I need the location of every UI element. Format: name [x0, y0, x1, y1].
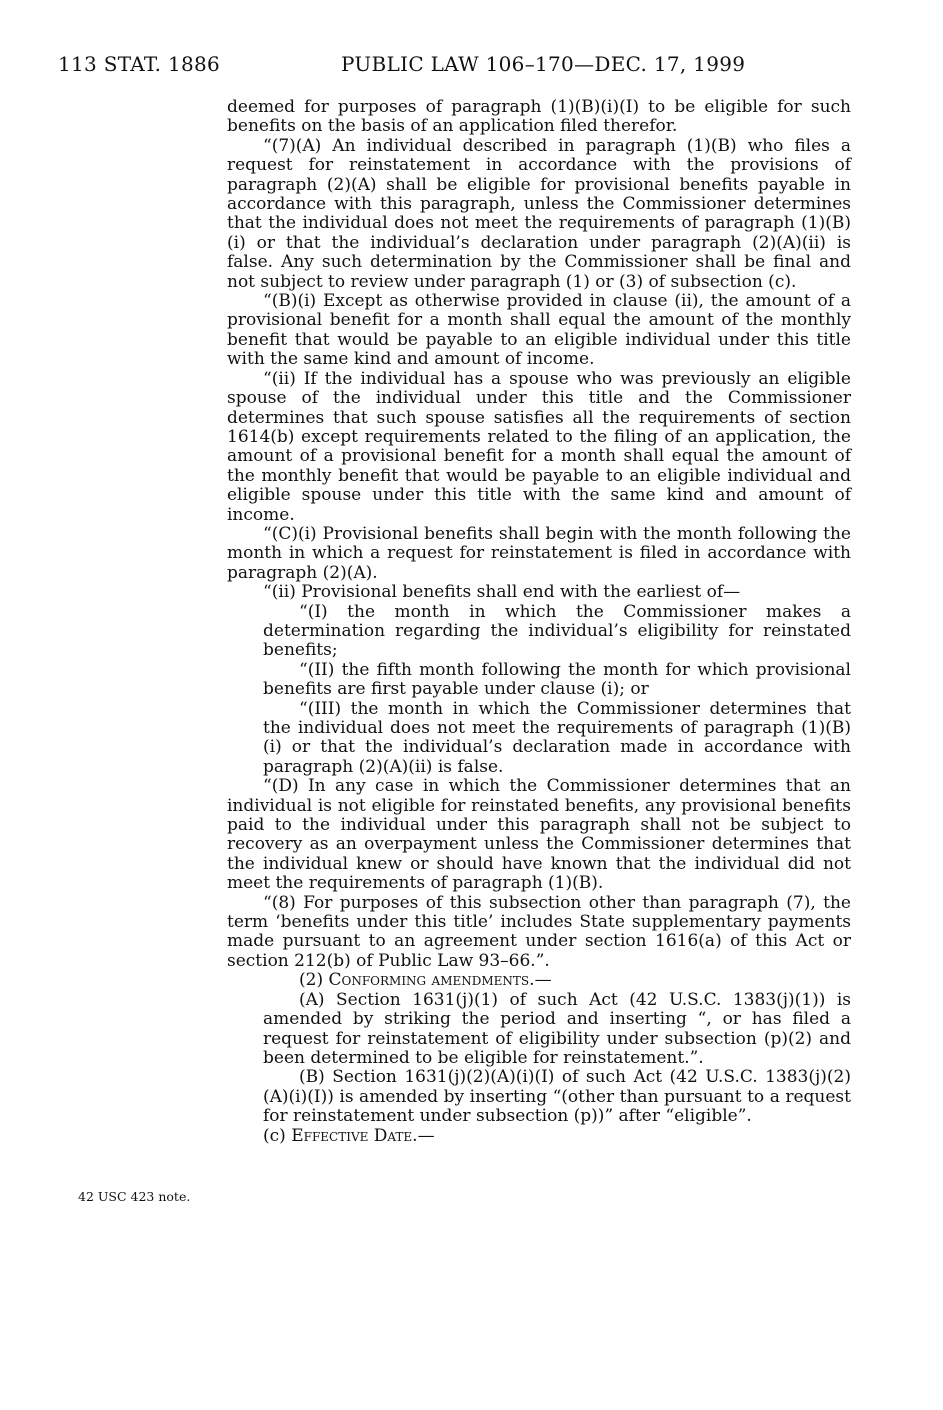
- conforming-number: (2): [299, 970, 329, 991]
- paragraph-7c-i: “(C)(i) Provisional benefits shall begin with the month following the month in which a request for reinstatement is filed in accordance with paragraph (2)(A).: [227, 523, 851, 583]
- paragraph-7b-ii: “(ii) If the individual has a spouse who was previously an eligible spouse of the individual under this title and the Commissioner determines that such spouse satisfies all the requirements of section 1614(b) except requirements related to the filing of an application, the amount of a provisional benefit for a month shall equal the amount of the monthly benefit that would be payable to an eligible individual and eligible spouse under this title with the same kind and amount of income.: [227, 368, 851, 525]
- stat-page-number: 113 STAT. 1886: [58, 52, 221, 76]
- paragraph-8: “(8) For purposes of this subsection other than paragraph (7), the term ‘benefits under this title’ includes State supplementary payments made pursuant to an agreement under section 1616(a) of this Act or section 212(b) of Public Law 93–66.”.: [227, 892, 851, 971]
- paragraph-continuation: deemed for purposes of paragraph (1)(B)(i)(I) to be eligible for such benefits on the basis of an application filed therefor.: [227, 97, 851, 137]
- subclause-i: “(I) the month in which the Commissioner makes a determination regarding the individual’s eligibility for reinstated benefits;: [263, 601, 851, 661]
- effective-date-heading: [227, 1127, 851, 1146]
- subclause-ii: “(II) the fifth month following the month for which provisional benefits are first payable under clause (i); or: [263, 659, 851, 700]
- subclause-iii: “(III) the month in which the Commissioner determines that the individual does not meet the requirements of paragraph (1)(B)(i) or that the individual’s declaration made in accordance with paragraph (2)(A)(ii) is false.: [263, 698, 851, 777]
- paragraph-7c-ii: “(ii) Provisional benefits shall end with the earliest of—: [263, 582, 741, 603]
- effective-dash: —: [417, 1125, 435, 1146]
- amendment-a: (A) Section 1631(j)(1) of such Act (42 U.S.C. 1383(j)(1)) is amended by striking the period and inserting “, or has filed a request for reinstatement of eligibility under subsection (p)(2) and been determined to be eligible for reinstatement.”.: [263, 989, 851, 1068]
- statute-body: [227, 98, 851, 1146]
- paragraph-7d: “(D) In any case in which the Commissioner determines that an individual is not eligible for reinstated benefits, any provisional benefits paid to the individual under this paragraph shall not be subject to recovery as an overpayment unless the Commissioner determines that the individual knew or should have known that the individual did not meet the requirements of paragraph (1)(B).: [227, 776, 851, 894]
- paragraph-7a: “(7)(A) An individual described in paragraph (1)(B) who files a request for reinstatement in accordance with the provisions of paragraph (2)(A) shall be eligible for provisional benefits payable in accordance with this paragraph, unless the Commissioner determines that the individual does not meet the requirements of paragraph (1)(B)(i) or that the individual’s declaration under paragraph (2)(A)(ii) is false. Any such determination by the Commissioner shall be final and not subject to review under paragraph (1) or (3) of subsection (c).: [227, 135, 851, 292]
- conforming-amendments-heading: [227, 971, 851, 990]
- effective-number: (c): [263, 1125, 292, 1146]
- public-law-citation: PUBLIC LAW 106–170—DEC. 17, 1999: [341, 52, 746, 76]
- amendment-b: (B) Section 1631(j)(2)(A)(i)(I) of such Act (42 U.S.C. 1383(j)(2)(A)(i)(I)) is amended by inserting “(other than pursuant to a request for reinstatement under subsection (p))” after “eligible”.: [263, 1067, 851, 1127]
- conforming-title: Conforming amendments.: [328, 970, 535, 991]
- paragraph-7b-i: “(B)(i) Except as otherwise provided in clause (ii), the amount of a provisional benefit for a month shall equal the amount of the monthly benefit that would be payable to an eligible individual under this title with the same kind and amount of income.: [227, 291, 851, 370]
- running-header: [58, 52, 758, 82]
- margin-note: 42 USC 423 note.: [78, 1189, 191, 1204]
- conforming-dash: —: [534, 970, 552, 991]
- effective-title: Effective Date.: [291, 1125, 418, 1146]
